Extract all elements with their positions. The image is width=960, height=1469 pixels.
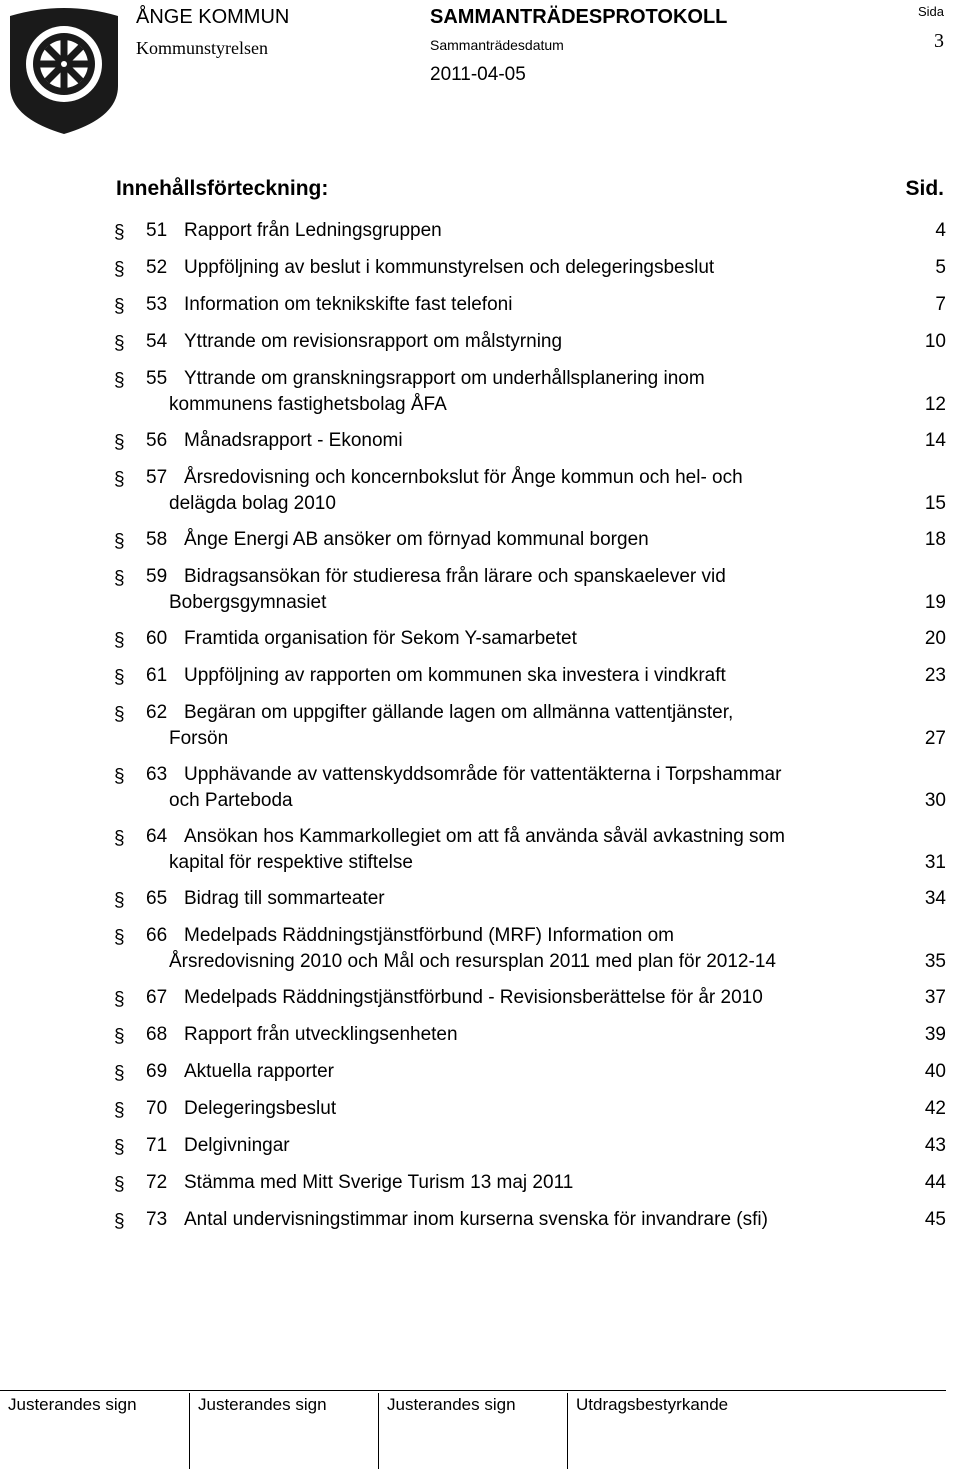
toc-item-title: Antal undervisningstimmar inom kurserna svenska för invandrare (sfi) — [184, 1209, 768, 1230]
certification-box: Utdragsbestyrkande — [567, 1393, 946, 1469]
municipality-logo — [6, 2, 122, 136]
paragraph-symbol-icon: § — [114, 296, 125, 317]
body-name: Kommunstyrelsen — [136, 38, 268, 58]
paragraph-symbol-icon: § — [114, 432, 125, 453]
paragraph-symbol-icon: § — [114, 828, 125, 849]
paragraph-symbol-icon: § — [114, 704, 125, 725]
toc-item-number: 69 — [146, 1061, 168, 1082]
toc-item-page: 37 — [924, 987, 946, 1008]
toc-item-title: Ansökan hos Kammarkollegiet om att få använda såväl avkastning som — [184, 826, 785, 847]
signature-box-1: Justerandes sign — [8, 1395, 137, 1414]
toc-item-title: Medelpads Räddningstjänstförbund (MRF) Information om — [184, 925, 675, 946]
paragraph-symbol-icon: § — [114, 630, 125, 651]
toc-item-title: Delegeringsbeslut — [184, 1098, 337, 1119]
toc-item-title: Medelpads Räddningstjänstförbund - Revisionsberättelse för år 2010 — [184, 987, 763, 1008]
toc-item-number: 53 — [146, 294, 168, 315]
toc-item-title: Uppföljning av rapporten om kommunen ska investera i vindkraft — [184, 665, 726, 686]
toc-item-number: 55 — [146, 368, 168, 389]
toc-item-title-continued: kapital för respektive stiftelse — [169, 852, 413, 873]
toc-item-title-continued: Årsredovisning 2010 och Mål och resursplan 2011 med plan för 2012-14 — [169, 951, 776, 972]
toc-item-number: 67 — [146, 987, 168, 1008]
toc-item-number: 57 — [146, 467, 168, 488]
toc-item-title: Stämma med Mitt Sverige Turism 13 maj 2011 — [184, 1172, 574, 1193]
toc-item-page: 43 — [924, 1135, 946, 1156]
toc-item-number: 63 — [146, 764, 168, 785]
paragraph-symbol-icon: § — [114, 1063, 125, 1084]
toc-item-page: 20 — [924, 628, 946, 649]
toc-item-page: 34 — [924, 888, 946, 909]
toc-item-title-continued: och Parteboda — [169, 790, 293, 811]
toc-item-title: Bidrag till sommarteater — [184, 888, 385, 909]
toc-item-number: 71 — [146, 1135, 168, 1156]
toc-item-title: Upphävande av vattenskyddsområde för vattentäkterna i Torpshammar — [184, 764, 782, 785]
paragraph-symbol-icon: § — [114, 890, 125, 911]
toc-item-title-continued: Bobergsgymnasiet — [169, 592, 327, 613]
toc-item-number: 73 — [146, 1209, 168, 1230]
toc-item-number: 64 — [146, 826, 168, 847]
toc-item-title: Yttrande om granskningsrapport om underhållsplanering inom — [184, 368, 705, 389]
toc-item-title: Årsredovisning och koncernbokslut för Ånge kommun och hel- och — [184, 467, 743, 488]
toc-item-title: Yttrande om revisionsrapport om målstyrning — [184, 331, 563, 352]
paragraph-symbol-icon: § — [114, 370, 125, 391]
paragraph-symbol-icon: § — [114, 766, 125, 787]
toc-item-number: 54 — [146, 331, 168, 352]
paragraph-symbol-icon: § — [114, 531, 125, 552]
page-number: 3 — [934, 30, 944, 52]
footer-divider — [0, 1390, 946, 1391]
paragraph-symbol-icon: § — [114, 469, 125, 490]
toc-item-page: 42 — [924, 1098, 946, 1119]
toc-item-title-continued: Forsön — [169, 728, 229, 749]
paragraph-symbol-icon: § — [114, 989, 125, 1010]
toc-item-title: Bidragsansökan för studieresa från lärare och spanskaelever vid — [184, 566, 726, 587]
meeting-date: 2011-04-05 — [430, 64, 526, 85]
paragraph-symbol-icon: § — [114, 333, 125, 354]
page-label: Sida — [917, 4, 944, 19]
toc-item-title: Aktuella rapporter — [184, 1061, 334, 1082]
paragraph-symbol-icon: § — [114, 568, 125, 589]
toc-item-page: 19 — [924, 592, 946, 613]
toc-item-page: 15 — [924, 493, 946, 514]
toc-item-page: 30 — [924, 790, 946, 811]
toc-item-page: 27 — [924, 728, 946, 749]
paragraph-symbol-icon: § — [114, 1026, 125, 1047]
paragraph-symbol-icon: § — [114, 927, 125, 948]
toc-item-page: 7 — [935, 294, 946, 315]
toc-item-number: 59 — [146, 566, 168, 587]
toc-item-number: 66 — [146, 925, 168, 946]
paragraph-symbol-icon: § — [114, 1137, 125, 1158]
toc-item-page: 12 — [924, 394, 946, 415]
toc-item-title: Månadsrapport - Ekonomi — [184, 430, 403, 451]
paragraph-symbol-icon: § — [114, 259, 125, 280]
toc-item-page: 44 — [924, 1172, 946, 1193]
paragraph-symbol-icon: § — [114, 222, 125, 243]
toc-item-page: 40 — [924, 1061, 946, 1082]
toc-item-title-continued: kommunens fastighetsbolag ÅFA — [169, 394, 447, 415]
toc-item-page: 39 — [924, 1024, 946, 1045]
toc-item-number: 56 — [146, 430, 168, 451]
toc-page-heading: Sid. — [905, 177, 944, 200]
paragraph-symbol-icon: § — [114, 1100, 125, 1121]
toc-item-page: 14 — [924, 430, 946, 451]
toc-item-title: Ånge Energi AB ansöker om förnyad kommunal borgen — [184, 529, 649, 550]
paragraph-symbol-icon: § — [114, 1211, 125, 1232]
toc-item-number: 51 — [146, 220, 168, 241]
toc-item-number: 72 — [146, 1172, 168, 1193]
toc-item-number: 70 — [146, 1098, 168, 1119]
toc-item-page: 10 — [924, 331, 946, 352]
toc-item-number: 58 — [146, 529, 168, 550]
toc-item-page: 35 — [924, 951, 946, 972]
organization-name: ÅNGE KOMMUN — [136, 6, 290, 28]
toc-item-page: 5 — [935, 257, 946, 278]
toc-item-page: 23 — [924, 665, 946, 686]
toc-item-number: 52 — [146, 257, 168, 278]
toc-item-page: 18 — [924, 529, 946, 550]
toc-item-number: 60 — [146, 628, 168, 649]
toc-item-title: Information om teknikskifte fast telefoni — [184, 294, 513, 315]
document-title: SAMMANTRÄDESPROTOKOLL — [430, 6, 728, 28]
toc-item-number: 65 — [146, 888, 168, 909]
meeting-date-label: Sammanträdesdatum — [430, 37, 564, 53]
toc-item-number: 68 — [146, 1024, 168, 1045]
toc-item-title: Rapport från utvecklingsenheten — [184, 1024, 458, 1045]
toc-item-number: 61 — [146, 665, 168, 686]
toc-item-title: Uppföljning av beslut i kommunstyrelsen och delegeringsbeslut — [184, 257, 715, 278]
toc-item-title: Rapport från Ledningsgruppen — [184, 220, 442, 241]
toc-item-page: 31 — [924, 852, 946, 873]
signature-box-2: Justerandes sign — [189, 1393, 378, 1469]
toc-heading: Innehållsförteckning: — [116, 177, 329, 200]
paragraph-symbol-icon: § — [114, 667, 125, 688]
toc-item-number: 62 — [146, 702, 168, 723]
toc-item-title-continued: delägda bolag 2010 — [169, 493, 336, 514]
toc-item-page: 45 — [924, 1209, 946, 1230]
toc-item-title: Begäran om uppgifter gällande lagen om allmänna vattentjänster, — [184, 702, 734, 723]
paragraph-symbol-icon: § — [114, 1174, 125, 1195]
toc-item-title: Delgivningar — [184, 1135, 290, 1156]
toc-item-title: Framtida organisation för Sekom Y-samarbetet — [184, 628, 577, 649]
toc-item-page: 4 — [935, 220, 946, 241]
signature-box-3: Justerandes sign — [378, 1393, 567, 1469]
